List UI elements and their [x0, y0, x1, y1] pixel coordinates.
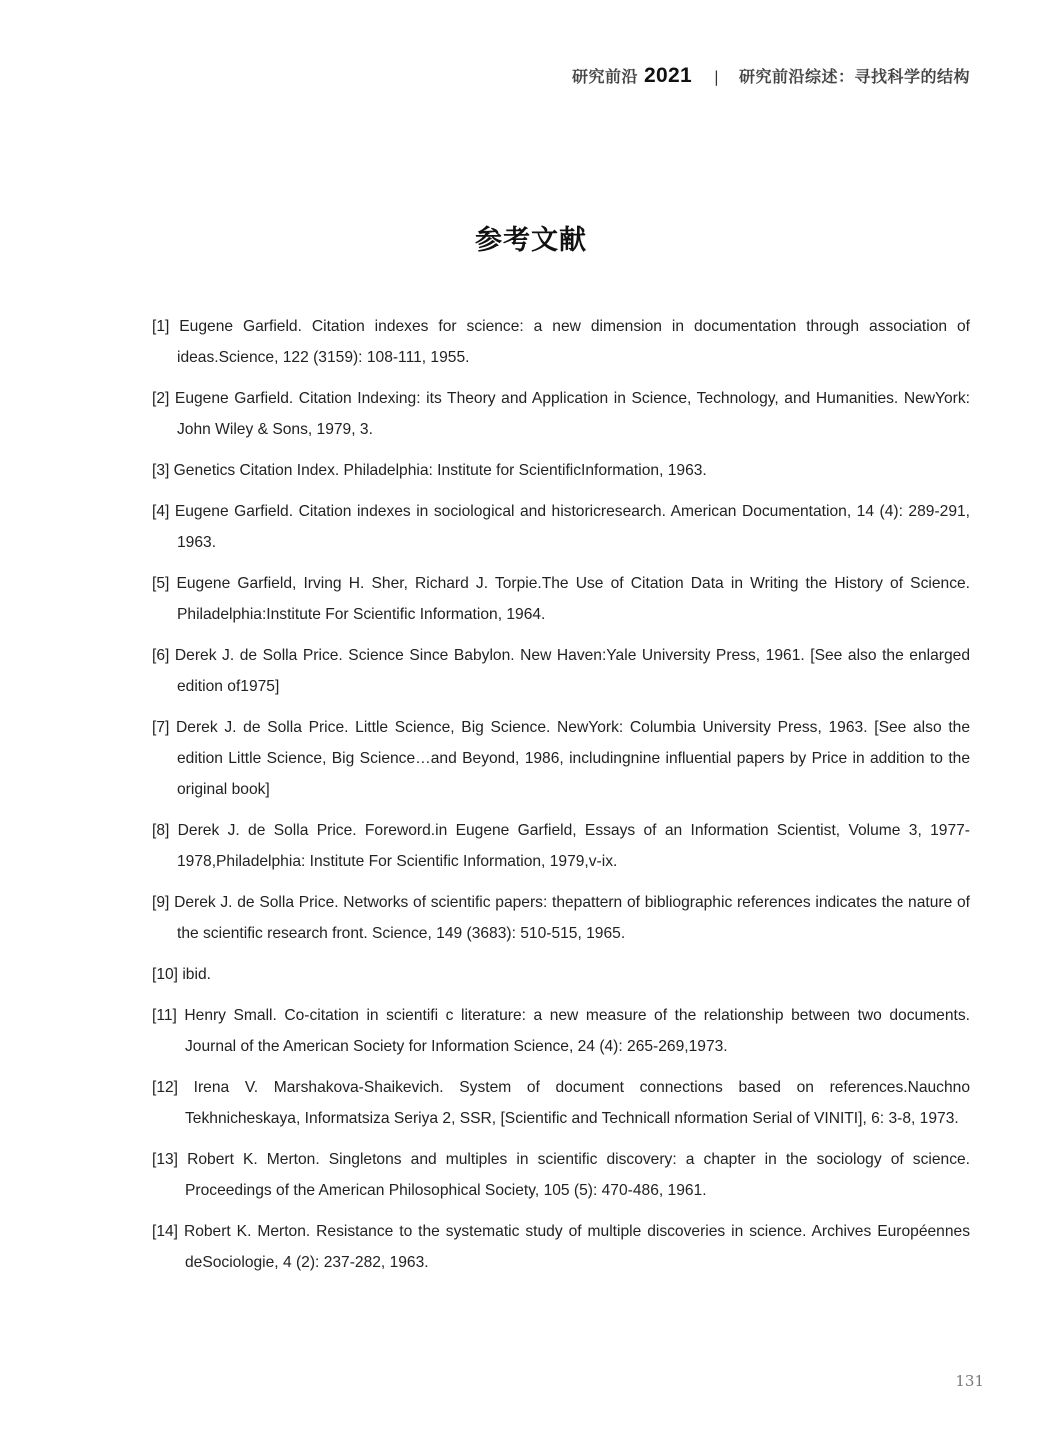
reference-item-7: [7] Derek J. de Solla Price. Little Science, Big Science. NewYork: Columbia University Press, 1963. [See also the edition Little Science, Big Science…and Beyond, 1986, includingnine influential papers by Price in addition to the original book]: [152, 719, 970, 798]
header-chapter-title: 研究前沿综述：寻找科学的结构: [738, 67, 970, 86]
reference-item-2: [2] Eugene Garfield. Citation Indexing: its Theory and Application in Science, Technology, and Humanities. NewYork: John Wiley & Sons, 1979, 3.: [152, 390, 970, 438]
reference-item-1: [1] Eugene Garfield. Citation indexes for science: a new dimension in documentation through association of ideas.Science, 122 (3159): 108-111, 1955.: [152, 318, 970, 366]
reference-item-14: [14] Robert K. Merton. Resistance to the systematic study of multiple discoveries in science. Archives Européennes deSociologie, 4 (2): 237-282, 1963.: [152, 1223, 970, 1271]
reference-list: [152, 311, 970, 1288]
reference-item-10: [10] ibid.: [152, 966, 211, 983]
page-number: 131: [955, 1372, 984, 1390]
reference-item-6: [6] Derek J. de Solla Price. Science Since Babylon. New Haven:Yale University Press, 1961. [See also the enlarged edition of1975]: [152, 647, 970, 695]
reference-item-9: [9] Derek J. de Solla Price. Networks of scientific papers: thepattern of bibliographic references indicates the nature of the scientific research front. Science, 149 (3683): 510-515, 1965.: [152, 894, 970, 942]
reference-item-4: [4] Eugene Garfield. Citation indexes in sociological and historicresearch. American Documentation, 14 (4): 289-291, 1963.: [152, 503, 970, 551]
header-series-title: 研究前沿: [571, 67, 638, 86]
reference-item-3: [3] Genetics Citation Index. Philadelphia: Institute for ScientificInformation, 1963.: [152, 462, 707, 479]
reference-item-5: [5] Eugene Garfield, Irving H. Sher, Richard J. Torpie.The Use of Citation Data in Writing the History of Science. Philadelphia:Institute For Scientific Information, 1964.: [152, 575, 970, 623]
header-divider: |: [713, 68, 719, 86]
reference-item-11: [11] Henry Small. Co-citation in scientifi c literature: a new measure of the relationship between two documents. Journal of the American Society for Information Science, 24 (4): 265-269,1973.: [152, 1007, 970, 1055]
header-year: 2021: [644, 64, 692, 87]
reference-item-12: [12] Irena V. Marshakova-Shaikevich. System of document connections based on references.Nauchno Tekhnicheskaya, Informatsiza Seriya 2, SSR, [Scientific and Technicall nformation Serial of VINITI], 6: 3-8, 1973.: [152, 1079, 970, 1127]
page-title: 参考文献: [475, 225, 587, 256]
reference-item-13: [13] Robert K. Merton. Singletons and multiples in scientific discovery: a chapter in the sociology of science. Proceedings of the American Philosophical Society, 105 (5): 470-486, 1961.: [152, 1151, 970, 1199]
running-header: [572, 64, 970, 88]
reference-item-8: [8] Derek J. de Solla Price. Foreword.in Eugene Garfield, Essays of an Information Scientist, Volume 3, 1977-1978,Philadelphia: Institute For Scientific Information, 1979,v-ix.: [152, 822, 970, 870]
